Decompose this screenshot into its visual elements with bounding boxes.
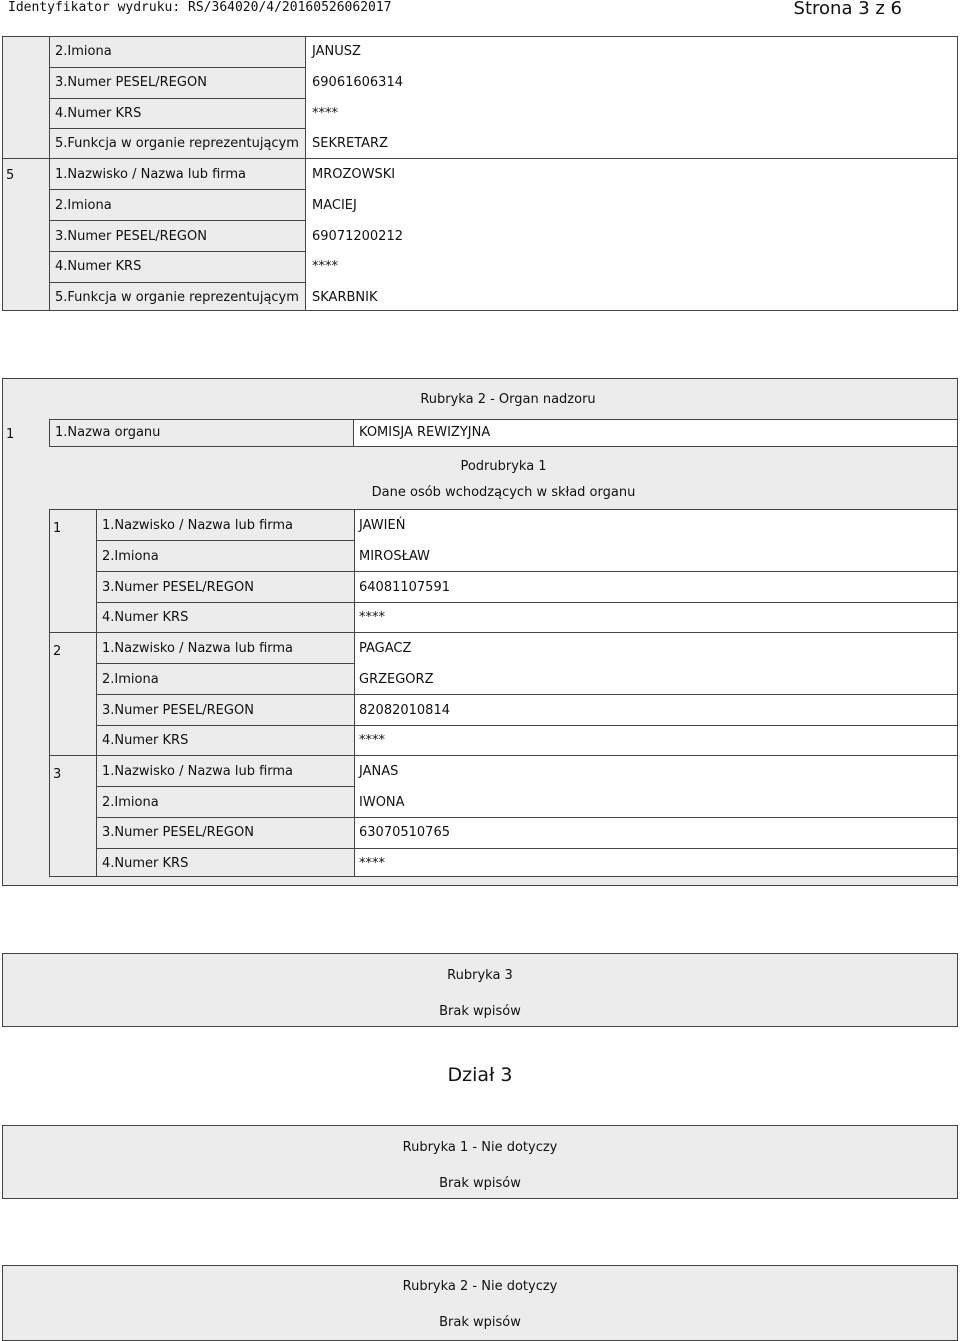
- row-divider: [96, 848, 958, 849]
- member-field-value: 63070510765: [359, 825, 450, 840]
- member-field-value: ****: [359, 610, 385, 625]
- rubryka2-entry-number: 1: [6, 427, 15, 442]
- member-field-value: ****: [359, 733, 385, 748]
- row-value: MACIEJ: [312, 198, 357, 213]
- section-title: Dział 3: [447, 1064, 513, 1086]
- member-field-value: MIROSŁAW: [359, 549, 430, 564]
- member-field-value: JANAS: [359, 764, 399, 779]
- top-entry-divider: [2, 158, 958, 159]
- row-value: 69061606314: [312, 75, 403, 90]
- member-field-value: GRZEGORZ: [359, 672, 434, 687]
- member-field-label: 4.Numer KRS: [102, 856, 189, 871]
- member-label-column: [96, 509, 355, 877]
- row-divider: [49, 220, 306, 221]
- row-divider: [96, 540, 355, 541]
- dzial3-rubryka1-box: [2, 1125, 958, 1199]
- row-value: ****: [312, 259, 338, 274]
- subsection-title: Podrubryka 1: [460, 459, 547, 474]
- row-value: SKARBNIK: [312, 290, 378, 305]
- rubryka3-empty: Brak wpisów: [439, 1004, 521, 1019]
- row-label: 3.Numer PESEL/REGON: [55, 75, 207, 90]
- member-field-value: ****: [359, 856, 385, 871]
- row-label: 4.Numer KRS: [55, 106, 142, 121]
- row-label: 5.Funkcja w organie reprezentującym: [55, 136, 299, 151]
- member-field-label: 3.Numer PESEL/REGON: [102, 580, 254, 595]
- row-divider: [96, 602, 958, 603]
- row-value: SEKRETARZ: [312, 136, 389, 151]
- row-label: 5.Funkcja w organie reprezentującym: [55, 290, 299, 305]
- page-number: Strona 3 z 6: [793, 0, 902, 19]
- row-divider: [49, 128, 306, 129]
- dzial3-rubryka1-empty: Brak wpisów: [439, 1176, 521, 1191]
- organ-name-label: 1.Nazwa organu: [55, 425, 161, 440]
- member-number: 3: [53, 767, 62, 782]
- member-field-label: 2.Imiona: [102, 549, 159, 564]
- member-divider: [49, 755, 958, 756]
- rubryka3-box: [2, 953, 958, 1027]
- row-divider: [49, 189, 306, 190]
- top-entry-number: 5: [6, 168, 15, 183]
- row-divider: [49, 98, 306, 99]
- row-label: 4.Numer KRS: [55, 259, 142, 274]
- member-field-value: IWONA: [359, 795, 405, 810]
- member-field-value: 82082010814: [359, 703, 450, 718]
- row-divider: [49, 282, 306, 283]
- dzial3-rubryka2-title: Rubryka 2 - Nie dotyczy: [402, 1279, 558, 1294]
- row-divider: [96, 817, 958, 818]
- member-divider: [49, 632, 958, 633]
- row-label: 2.Imiona: [55, 44, 112, 59]
- subsection-subtitle: Dane osób wchodzących w skład organu: [371, 485, 636, 500]
- row-value: ****: [312, 106, 338, 121]
- row-value: 69071200212: [312, 229, 403, 244]
- member-field-label: 2.Imiona: [102, 795, 159, 810]
- member-field-value: PAGACZ: [359, 641, 412, 656]
- row-divider: [96, 725, 958, 726]
- member-number: 1: [53, 521, 62, 536]
- member-field-label: 4.Numer KRS: [102, 733, 189, 748]
- rubryka3-title: Rubryka 3: [447, 968, 513, 983]
- member-number: 2: [53, 644, 62, 659]
- rubryka2-title: Rubryka 2 - Organ nadzoru: [420, 392, 596, 407]
- row-label: 1.Nazwisko / Nazwa lub firma: [55, 167, 247, 182]
- row-divider: [96, 663, 355, 664]
- member-field-label: 2.Imiona: [102, 672, 159, 687]
- member-field-value: JAWIEŃ: [359, 518, 406, 533]
- dzial3-rubryka1-title: Rubryka 1 - Nie dotyczy: [402, 1140, 558, 1155]
- row-label: 3.Numer PESEL/REGON: [55, 229, 207, 244]
- print-identifier: Identyfikator wydruku: RS/364020/4/20160526062017: [8, 0, 392, 15]
- row-divider: [49, 251, 306, 252]
- row-value: MROZOWSKI: [312, 167, 396, 182]
- row-divider: [96, 571, 958, 572]
- member-field-label: 4.Numer KRS: [102, 610, 189, 625]
- member-field-label: 1.Nazwisko / Nazwa lub firma: [102, 518, 294, 533]
- member-field-label: 1.Nazwisko / Nazwa lub firma: [102, 764, 294, 779]
- row-divider: [96, 786, 355, 787]
- member-field-label: 3.Numer PESEL/REGON: [102, 825, 254, 840]
- dzial3-rubryka2-empty: Brak wpisów: [439, 1315, 521, 1330]
- row-divider: [96, 694, 958, 695]
- member-field-label: 1.Nazwisko / Nazwa lub firma: [102, 641, 294, 656]
- member-number-column: [49, 509, 97, 877]
- member-field-value: 64081107591: [359, 580, 450, 595]
- dzial3-rubryka2-box: [2, 1265, 958, 1341]
- row-divider: [49, 67, 306, 68]
- organ-name-value: KOMISJA REWIZYJNA: [359, 425, 491, 440]
- row-value: JANUSZ: [312, 44, 361, 59]
- row-label: 2.Imiona: [55, 198, 112, 213]
- member-field-label: 3.Numer PESEL/REGON: [102, 703, 254, 718]
